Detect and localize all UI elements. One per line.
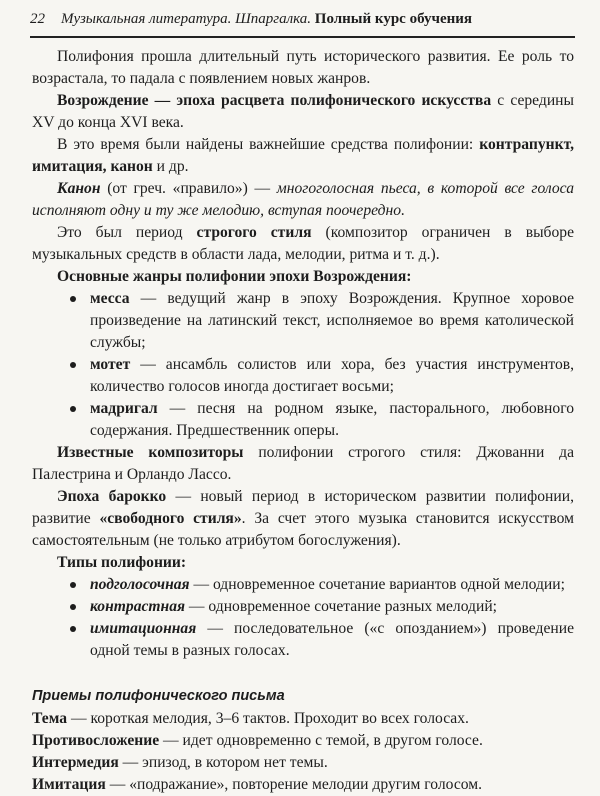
list-item [32, 574, 574, 596]
technique-term: Противосложение [32, 732, 160, 749]
renaissance-text: с середины XV до конца XVI века. [32, 92, 574, 131]
section-spacer [32, 662, 574, 684]
header-rule [30, 36, 575, 38]
types-list [32, 574, 574, 662]
renaissance-term: Возрождение — эпоха расцвета полифонического искусства [57, 92, 492, 109]
means-terms: контрапункт, имитация, канон [32, 136, 574, 175]
type-text: — последовательное («с опозданием») проведение одной темы в разных голосах. [90, 620, 574, 659]
paragraph-renaissance [32, 90, 574, 134]
type-text: — одновременное сочетание вариантов одной мелодии; [189, 576, 565, 593]
technique-line [32, 708, 574, 730]
list-item [32, 354, 574, 398]
canon-definition: многоголосная пьеса, в которой все голоса исполняют одну и ту же мелодию, вступая поочередно. [32, 180, 574, 219]
type-term: подголосочная [90, 576, 190, 593]
type-text: — одновременное сочетание разных мелодий; [185, 598, 497, 615]
strict-style-term: строгого стиля [196, 224, 312, 241]
genre-text: — ансамбль солистов или хора, без участия инструментов, количество голосов иногда достигает восьми; [90, 356, 574, 395]
technique-text: — эпизод, в котором нет темы. [118, 754, 328, 771]
genre-text: — ведущий жанр в эпоху Возрождения. Крупное хоровое произведение на латинский текст, исполняемое во время католической службы; [90, 290, 574, 351]
list-item [32, 398, 574, 442]
type-term: имитационная [90, 620, 197, 637]
paragraph-baroque [32, 486, 574, 552]
paragraph-strict-style [32, 222, 574, 266]
composers-term: Известные композиторы [57, 444, 244, 461]
technique-line [32, 752, 574, 774]
technique-term: Имитация [32, 776, 106, 793]
baroque-text: — новый период в историческом развитии полифонии, развитие [32, 488, 574, 527]
running-header [30, 10, 575, 28]
baroque-term: Эпоха барокко [57, 488, 167, 505]
technique-text: — идет одновременно с темой, в другом голосе. [159, 732, 483, 749]
page-number: 22 [30, 11, 45, 27]
means-end: и др. [152, 158, 189, 175]
means-text: В это время были найдены важнейшие средства полифонии: [57, 136, 480, 153]
technique-line [32, 730, 574, 752]
list-item [32, 618, 574, 662]
technique-text: — короткая мелодия, 3–6 тактов. Проходит во всех голосах. [67, 710, 469, 727]
genre-text: — песня на родном языке, пасторального, любовного содержания. Предшественник оперы. [90, 400, 574, 439]
strict-style-pre: Это был период [57, 224, 197, 241]
paragraph-means [32, 134, 574, 178]
canon-term: Канон [57, 180, 101, 197]
page-content [32, 46, 574, 796]
genre-term: месса [90, 290, 130, 307]
genres-list [32, 288, 574, 442]
paragraph-composers [32, 442, 574, 486]
canon-etymology: (от греч. «правило») — [100, 180, 277, 197]
genre-term: мадригал [90, 400, 158, 417]
book-subtitle: Полный курс обучения [314, 11, 473, 27]
composers-text: полифонии строгого стиля: Джованни да Палестрина и Орландо Лассо. [32, 444, 574, 483]
free-style-term: «свободного стиля» [99, 510, 242, 527]
paragraph-canon [32, 178, 574, 222]
technique-term: Тема [32, 710, 68, 727]
genres-heading: Основные жанры полифонии эпохи Возрождения: [57, 268, 412, 285]
genre-term: мотет [90, 356, 131, 373]
baroque-text-end: . За счет этого музыка становится искусством самостоятельным (не только атрибутом богослужения). [32, 510, 574, 549]
list-item [32, 596, 574, 618]
series-title: Музыкальная литература. Шпаргалка. [61, 11, 312, 27]
technique-term: Интермедия [32, 754, 119, 771]
type-term: контрастная [90, 598, 186, 615]
technique-text: — «подражание», повторение мелодии другим голосом. [105, 776, 483, 793]
types-heading: Типы полифонии: [57, 554, 187, 571]
paragraph-intro: Полифония прошла длительный путь исторического развития. Ее роль то возрастала, то падала с появлением новых жанров. [32, 48, 574, 87]
techniques-heading: Приемы полифонического письма [32, 688, 285, 704]
list-item [32, 288, 574, 354]
strict-style-post: (композитор ограничен в выборе музыкальных средств в области лада, мелодии, ритма и т. д.). [32, 224, 575, 263]
technique-line [32, 774, 574, 796]
